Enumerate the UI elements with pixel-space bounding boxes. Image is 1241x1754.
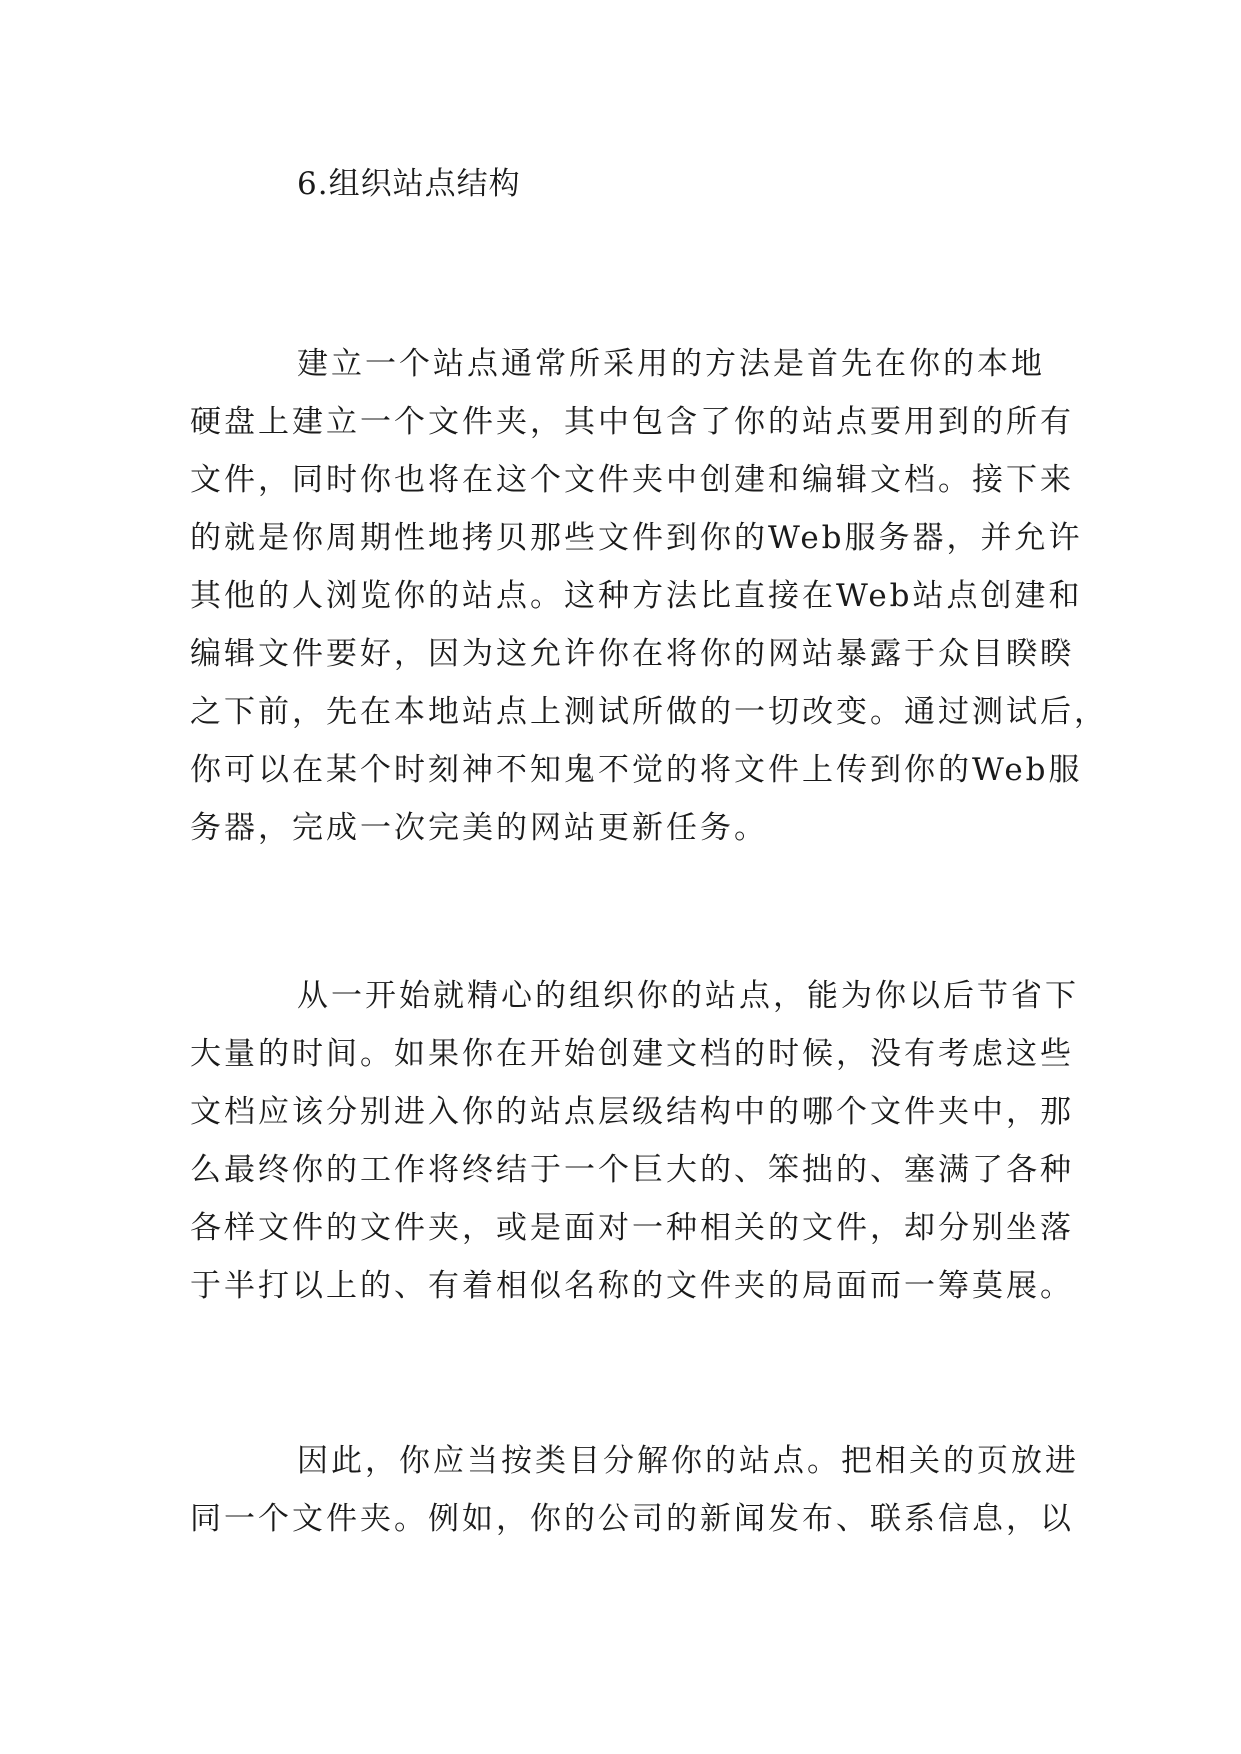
paragraph-line: 于半打以上的、有着相似名称的文件夹的局面而一筹莫展。 <box>190 1268 1074 1304</box>
paragraph-line: 务器，完成一次完美的网站更新任务。 <box>190 810 768 846</box>
paragraph-1 <box>190 335 1108 857</box>
paragraph-line: 的就是你周期性地拷贝那些文件到你的Web服务器，并允许 <box>190 520 1083 556</box>
paragraph-line: 文件，同时你也将在这个文件夹中创建和编辑文档。接下来 <box>190 462 1074 498</box>
paragraph-line: 么最终你的工作将终结于一个巨大的、笨拙的、塞满了各种 <box>190 1152 1074 1188</box>
paragraph-line: 你可以在某个时刻神不知鬼不觉的将文件上传到你的Web服 <box>190 752 1083 788</box>
paragraph-line: 从一开始就精心的组织你的站点，能为你以后节省下 <box>297 978 1079 1014</box>
paragraph-line: 大量的时间。如果你在开始创建文档的时候，没有考虑这些 <box>190 1036 1074 1072</box>
paragraph-line: 各样文件的文件夹，或是面对一种相关的文件，却分别坐落 <box>190 1210 1074 1246</box>
paragraph-line: 同一个文件夹。例如，你的公司的新闻发布、联系信息，以 <box>190 1501 1074 1537</box>
section-heading: 6.组织站点结构 <box>297 166 521 202</box>
paragraph-line: 文档应该分别进入你的站点层级结构中的哪个文件夹中，那 <box>190 1094 1074 1130</box>
paragraph-2 <box>190 967 1079 1315</box>
paragraph-line: 编辑文件要好，因为这允许你在将你的网站暴露于众目睽睽 <box>190 636 1074 672</box>
paragraph-line: 其他的人浏览你的站点。这种方法比直接在Web站点创建和 <box>190 578 1083 614</box>
paragraph-line: 因此，你应当按类目分解你的站点。把相关的页放进 <box>297 1443 1079 1479</box>
paragraph-line: 建立一个站点通常所采用的方法是首先在你的本地 <box>297 346 1045 382</box>
paragraph-3 <box>190 1432 1079 1548</box>
paragraph-line: 硬盘上建立一个文件夹，其中包含了你的站点要用到的所有 <box>190 404 1074 440</box>
paragraph-line: 之下前，先在本地站点上测试所做的一切改变。通过测试后， <box>190 694 1108 730</box>
